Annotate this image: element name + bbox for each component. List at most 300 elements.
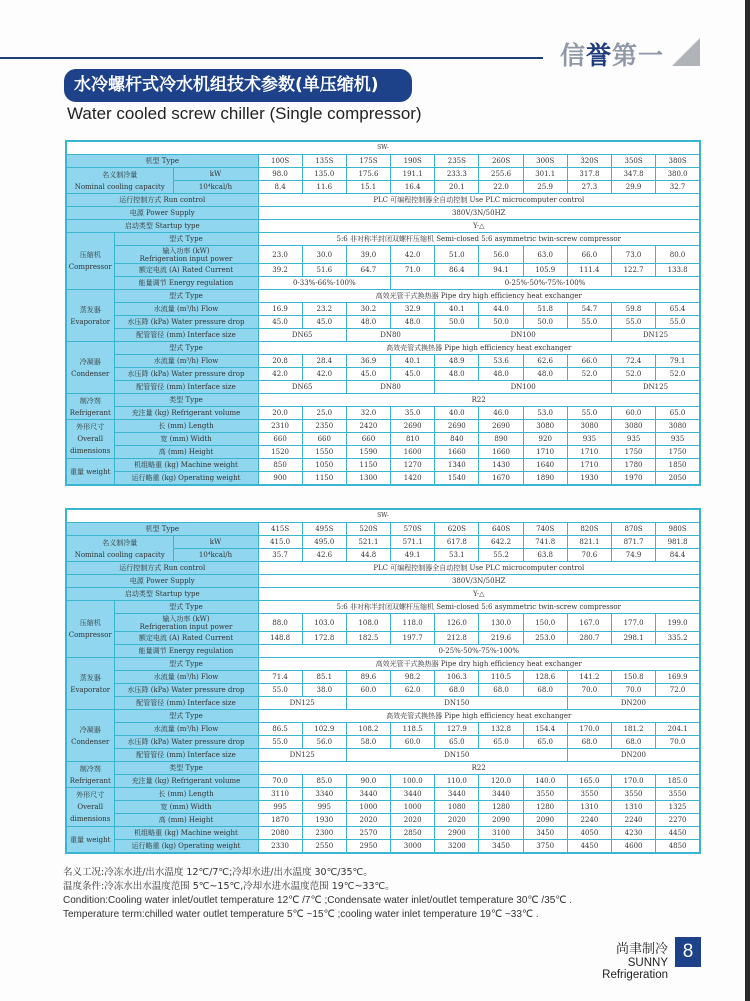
ref-type-value: R22 [258, 762, 700, 775]
evap-drop: 50.0 [523, 316, 567, 329]
length: 3080 [523, 420, 567, 433]
evap-interface: DN80 [346, 329, 434, 342]
cond-type-value: 高效壳管式换热器 Pipe high efficiency heat exchanger [258, 342, 700, 355]
operating-weight: 2330 [258, 840, 302, 854]
ref-volume: 100.0 [391, 775, 435, 788]
length: 3440 [435, 788, 479, 801]
capacity-label [66, 536, 173, 562]
label-line: Overall [77, 435, 104, 443]
height-label: 高 (mm) Height [114, 814, 258, 827]
label-line: Evaporator [70, 317, 111, 326]
width: 1280 [523, 801, 567, 814]
evap-flow: 59.8 [612, 303, 656, 316]
evap-drop: 50.0 [479, 316, 523, 329]
evap-flow: 32.9 [391, 303, 435, 316]
run-control-value: PLC 可编程控制器全自动控制 Use PLC microcomputer control [258, 562, 700, 575]
height: 2240 [567, 814, 611, 827]
table-row [66, 575, 700, 588]
width: 935 [567, 433, 611, 446]
capacity-kw: 317.8 [567, 168, 611, 181]
evap-drop: 60.0 [346, 684, 390, 697]
width: 920 [523, 433, 567, 446]
width: 660 [258, 433, 302, 446]
length-label: 长 (mm) Length [114, 420, 258, 433]
length-label: 长 (mm) Length [114, 788, 258, 801]
evap-drop: 68.0 [523, 684, 567, 697]
operating-weight: 4600 [612, 840, 656, 854]
evap-type-value: 高效光管干式换热器 Pipe dry high efficiency heat exchanger [258, 658, 700, 671]
evaporator-group [66, 658, 114, 710]
compressor-group [66, 233, 114, 290]
page-edge [745, 0, 750, 1001]
table-row [66, 723, 700, 736]
power-supply-value: 380V/3N/50HZ [258, 207, 700, 220]
evap-drop: 70.0 [567, 684, 611, 697]
length: 3440 [479, 788, 523, 801]
capacity-kcal: 16.4 [391, 181, 435, 194]
label-line: 蒸发器 [79, 305, 101, 314]
capacity-kcal: 63.8 [523, 549, 567, 562]
cond-drop: 65.0 [523, 736, 567, 749]
cond-flow: 170.0 [567, 723, 611, 736]
capacity-kw: 255.6 [479, 168, 523, 181]
slogan-text: 第一 [612, 41, 665, 70]
machine-weight: 1270 [391, 459, 435, 472]
machine-weight-label: 机组略重 (kg) Machine weight [114, 459, 258, 472]
evap-flow: 150.8 [612, 671, 656, 684]
evap-flow: 128.6 [523, 671, 567, 684]
input-power: 66.0 [567, 246, 611, 264]
model-name: 300S [523, 155, 567, 168]
table-row [66, 562, 700, 575]
operating-weight: 1540 [435, 472, 479, 486]
rated-current: 39.2 [258, 264, 302, 277]
label-line: 制冷剂 [79, 396, 101, 405]
capacity-kcal: 27.3 [567, 181, 611, 194]
table-row [66, 316, 700, 329]
operating-weight: 1970 [612, 472, 656, 486]
table-row [66, 220, 700, 233]
ref-volume: 70.0 [258, 775, 302, 788]
page-subtitle: Water cooled screw chiller (Single compressor) [67, 104, 422, 123]
machine-weight: 4450 [656, 827, 700, 840]
rated-current: 212.8 [435, 632, 479, 645]
label-line: 输入功率 (kW) [162, 246, 210, 255]
table-row [66, 736, 700, 749]
ref-volume: 85.0 [302, 775, 346, 788]
brand-en: SUNNY Refrigeration [602, 957, 668, 981]
energy-regulation-label: 能量调节 Energy regulation [114, 277, 258, 290]
refrigerant-group [66, 394, 114, 420]
capacity-kcal: 44.8 [346, 549, 390, 562]
capacity-kw: 871.7 [612, 536, 656, 549]
evap-drop: 68.0 [479, 684, 523, 697]
comp-type-label: 型式 Type [114, 601, 258, 614]
ref-volume: 170.0 [612, 775, 656, 788]
height: 1550 [302, 446, 346, 459]
page-title: 水冷螺杆式冷水机组技术参数(单压缩机) [64, 69, 412, 102]
capacity-kw: 571.1 [391, 536, 435, 549]
label-line: 冷凝器 [79, 357, 101, 366]
height: 2020 [391, 814, 435, 827]
rated-current: 172.8 [302, 632, 346, 645]
width: 1080 [435, 801, 479, 814]
capacity-kcal: 53.1 [435, 549, 479, 562]
capacity-kw: 135.0 [302, 168, 346, 181]
label-line: 名义制冷量 [102, 170, 138, 179]
capacity-kcal: 8.4 [258, 181, 302, 194]
cond-flow-label: 水流量 (m³/h) Flow [114, 723, 258, 736]
rated-current: 219.6 [479, 632, 523, 645]
operating-weight: 3750 [523, 840, 567, 854]
height: 1660 [479, 446, 523, 459]
comp-type-value: 5:6 非对称半封闭双螺杆压缩机 Semi-closed 5:6 asymmetric twin-screw compressor [258, 601, 700, 614]
evap-flow: 65.4 [656, 303, 700, 316]
width: 840 [435, 433, 479, 446]
label-line: Nominal cooling capacity [74, 550, 165, 559]
table-row [66, 658, 700, 671]
run-control-value: PLC 可编程控制器全自动控制 Use PLC microcomputer control [258, 194, 700, 207]
power-supply-label: 电源 Power Supply [66, 575, 258, 588]
label-line: Refrigeration input power [139, 622, 233, 631]
input-power-label [114, 246, 258, 264]
ref-type-value: R22 [258, 394, 700, 407]
capacity-kcal: 20.1 [435, 181, 479, 194]
capacity-kw: 741.8 [523, 536, 567, 549]
cond-flow: 132.8 [479, 723, 523, 736]
weight-group: 重量 weight [66, 827, 114, 854]
evap-flow: 169.9 [656, 671, 700, 684]
cond-flow: 28.4 [302, 355, 346, 368]
machine-weight: 1430 [479, 459, 523, 472]
width: 1000 [391, 801, 435, 814]
unit-kcal: 10⁴kcal/h [173, 181, 258, 194]
evap-drop: 38.0 [302, 684, 346, 697]
comp-type-label: 型式 Type [114, 233, 258, 246]
ref-volume: 32.0 [346, 407, 390, 420]
table-row [66, 671, 700, 684]
length: 2310 [258, 420, 302, 433]
label-line: 蒸发器 [79, 673, 101, 682]
evap-type-value: 高效光管干式换热器 Pipe dry high efficiency heat exchanger [258, 290, 700, 303]
capacity-kcal: 74.9 [612, 549, 656, 562]
cond-flow: 102.9 [302, 723, 346, 736]
rated-current: 94.1 [479, 264, 523, 277]
evap-drop: 50.0 [435, 316, 479, 329]
capacity-label [66, 168, 173, 194]
brand-cn: 尚聿制冷 [615, 942, 668, 957]
machine-weight: 1780 [612, 459, 656, 472]
cond-drop: 52.0 [612, 368, 656, 381]
width: 995 [302, 801, 346, 814]
table-row [66, 155, 700, 168]
table-row [66, 840, 700, 854]
table-row [66, 342, 700, 355]
table-row [66, 536, 700, 549]
rated-current: 122.7 [612, 264, 656, 277]
height: 1750 [656, 446, 700, 459]
capacity-kcal: 49.1 [391, 549, 435, 562]
table-row [66, 355, 700, 368]
width: 935 [656, 433, 700, 446]
operating-weight: 3200 [435, 840, 479, 854]
cond-drop: 60.0 [391, 736, 435, 749]
cond-flow: 36.9 [346, 355, 390, 368]
capacity-kcal: 22.0 [479, 181, 523, 194]
cond-flow: 40.1 [391, 355, 435, 368]
table-row [66, 394, 700, 407]
cond-drop: 48.0 [523, 368, 567, 381]
evap-flow: 51.8 [523, 303, 567, 316]
cond-drop: 52.0 [567, 368, 611, 381]
rated-current: 71.0 [391, 264, 435, 277]
cond-flow: 79.1 [656, 355, 700, 368]
input-power: 199.0 [656, 614, 700, 632]
height: 1750 [612, 446, 656, 459]
capacity-kw: 415.0 [258, 536, 302, 549]
capacity-kcal: 35.7 [258, 549, 302, 562]
capacity-kcal: 70.6 [567, 549, 611, 562]
ref-volume: 90.0 [346, 775, 390, 788]
startup-type-label: 启动类型 Startup type [66, 220, 258, 233]
model-name: 520S [346, 523, 390, 536]
label-line: Compressor [68, 263, 112, 271]
cond-flow: 86.5 [258, 723, 302, 736]
ref-volume: 53.0 [523, 407, 567, 420]
unit-kw: kW [173, 536, 258, 549]
length: 3080 [567, 420, 611, 433]
ref-volume: 55.0 [567, 407, 611, 420]
evap-drop: 72.0 [656, 684, 700, 697]
operating-weight: 1670 [479, 472, 523, 486]
evap-drop-label: 水压降 (kPa) Water pressure drop [114, 316, 258, 329]
cond-drop: 48.0 [435, 368, 479, 381]
input-power: 51.0 [435, 246, 479, 264]
cond-flow: 181.2 [612, 723, 656, 736]
label-line: 名义制冷量 [102, 538, 138, 547]
spec-table-2 [65, 508, 701, 854]
slogan [560, 36, 664, 72]
cond-drop: 65.0 [479, 736, 523, 749]
evap-interface: DN125 [258, 697, 346, 710]
input-power-label [114, 614, 258, 632]
evap-drop: 68.0 [435, 684, 479, 697]
energy-regulation: 0-25%-50%-75%-100% [391, 277, 700, 290]
cond-drop: 52.0 [656, 368, 700, 381]
ref-volume: 65.0 [656, 407, 700, 420]
rated-current: 335.2 [656, 632, 700, 645]
model-name: 175S [346, 155, 390, 168]
table-row [66, 509, 700, 523]
table-row [66, 290, 700, 303]
condenser-group [66, 710, 114, 762]
ref-volume: 120.0 [479, 775, 523, 788]
evap-flow: 85.1 [302, 671, 346, 684]
operating-weight: 4850 [656, 840, 700, 854]
cond-drop: 42.0 [302, 368, 346, 381]
rated-current-label: 额定电流 (A) Rated Current [114, 632, 258, 645]
model-name: 740S [523, 523, 567, 536]
evap-flow: 40.1 [435, 303, 479, 316]
evap-type-label: 型式 Type [114, 290, 258, 303]
input-power: 23.0 [258, 246, 302, 264]
type-label: 机型 Type [66, 155, 258, 168]
width: 1310 [612, 801, 656, 814]
height: 2270 [656, 814, 700, 827]
width: 1325 [656, 801, 700, 814]
machine-weight: 1710 [567, 459, 611, 472]
machine-weight-label: 机组略重 (kg) Machine weight [114, 827, 258, 840]
rated-current: 64.7 [346, 264, 390, 277]
table-row [66, 827, 700, 840]
capacity-kw: 191.1 [391, 168, 435, 181]
cond-flow-label: 水流量 (m³/h) Flow [114, 355, 258, 368]
ref-volume: 140.0 [523, 775, 567, 788]
length: 3110 [258, 788, 302, 801]
cond-flow: 20.8 [258, 355, 302, 368]
table-row [66, 277, 700, 290]
operating-weight: 3000 [391, 840, 435, 854]
table-row [66, 459, 700, 472]
height: 1600 [391, 446, 435, 459]
evap-flow: 110.5 [479, 671, 523, 684]
cond-interface: DN65 [258, 381, 346, 394]
evap-drop: 45.0 [302, 316, 346, 329]
cond-drop-label: 水压降 (kPa) Water pressure drop [114, 368, 258, 381]
model-name: 640S [479, 523, 523, 536]
capacity-kcal: 84.4 [656, 549, 700, 562]
height-label: 高 (mm) Height [114, 446, 258, 459]
width: 935 [612, 433, 656, 446]
height: 2020 [435, 814, 479, 827]
label-line: 压缩机 [79, 619, 101, 627]
cond-flow: 108.2 [346, 723, 390, 736]
ref-volume: 185.0 [656, 775, 700, 788]
table-row [66, 420, 700, 433]
length: 3080 [656, 420, 700, 433]
capacity-kcal: 32.7 [656, 181, 700, 194]
cond-flow: 127.9 [435, 723, 479, 736]
label-line: 外形尺寸 [76, 423, 105, 431]
capacity-kcal: 55.2 [479, 549, 523, 562]
rated-current: 298.1 [612, 632, 656, 645]
comp-type-value: 5:6 非对称半封闭双螺杆压缩机 Semi-closed 5:6 asymmetric twin-screw compressor [258, 233, 700, 246]
ref-volume: 60.0 [612, 407, 656, 420]
rated-current: 111.4 [567, 264, 611, 277]
cond-interface: DN80 [346, 381, 434, 394]
cond-flow: 118.5 [391, 723, 435, 736]
operating-weight: 1890 [523, 472, 567, 486]
table-row [66, 472, 700, 486]
power-supply-label: 电源 Power Supply [66, 207, 258, 220]
evap-flow: 54.7 [567, 303, 611, 316]
evap-drop: 55.0 [258, 684, 302, 697]
label-line: Condenser [71, 737, 110, 746]
operating-weight: 1420 [391, 472, 435, 486]
height: 1870 [258, 814, 302, 827]
spec-table-1 [65, 140, 701, 486]
capacity-kcal: 25.9 [523, 181, 567, 194]
height: 2240 [612, 814, 656, 827]
width-label: 宽 (mm) Width [114, 801, 258, 814]
capacity-kw: 301.1 [523, 168, 567, 181]
operating-weight: 1300 [346, 472, 390, 486]
evap-flow: 141.2 [567, 671, 611, 684]
evap-flow: 98.2 [391, 671, 435, 684]
table-row [66, 814, 700, 827]
evap-drop: 55.0 [656, 316, 700, 329]
length: 2690 [479, 420, 523, 433]
table-row [66, 588, 700, 601]
machine-weight: 2300 [302, 827, 346, 840]
input-power: 130.0 [479, 614, 523, 632]
evap-interface: DN200 [567, 697, 700, 710]
label-line: Compressor [68, 631, 112, 639]
width: 1280 [479, 801, 523, 814]
power-supply-value: 380V/3N/50HZ [258, 575, 700, 588]
evap-drop-label: 水压降 (kPa) Water pressure drop [114, 684, 258, 697]
capacity-kw: 233.3 [435, 168, 479, 181]
length: 3550 [612, 788, 656, 801]
length: 3340 [302, 788, 346, 801]
evap-type-label: 型式 Type [114, 658, 258, 671]
height: 1710 [567, 446, 611, 459]
operating-weight: 1930 [567, 472, 611, 486]
note-temperature-cn: 温度条件:冷冻水出水温度范围 5℃~15℃,冷却水进水温度范围 19℃~33℃。 [63, 881, 395, 892]
table-row [66, 433, 700, 446]
capacity-kw: 642.2 [479, 536, 523, 549]
cond-drop: 42.0 [258, 368, 302, 381]
table-row [66, 801, 700, 814]
dimensions-group [66, 788, 114, 827]
rated-current: 182.5 [346, 632, 390, 645]
cond-drop: 55.0 [258, 736, 302, 749]
compressor-group [66, 601, 114, 658]
note-condition-en: Condition:Cooling water inlet/outlet temperature 12℃ /7℃ ;Condensate water inlet/outlet temperature 30℃ /35℃ . [63, 895, 573, 906]
cond-flow: 53.6 [479, 355, 523, 368]
rated-current: 280.7 [567, 632, 611, 645]
evap-flow: 44.0 [479, 303, 523, 316]
model-name: 235S [435, 155, 479, 168]
ref-volume-label: 充注量 (kg) Refrigerant volume [114, 775, 258, 788]
length: 3550 [656, 788, 700, 801]
evap-flow-label: 水流量 (m³/h) Flow [114, 671, 258, 684]
label-line: Evaporator [70, 685, 111, 694]
length: 3550 [567, 788, 611, 801]
table-row [66, 684, 700, 697]
width: 1000 [346, 801, 390, 814]
ref-volume: 46.0 [479, 407, 523, 420]
run-control-label: 运行控制方式 Run control [66, 194, 258, 207]
height: 1590 [346, 446, 390, 459]
table-row [66, 645, 700, 658]
machine-weight: 1150 [346, 459, 390, 472]
model-name: 620S [435, 523, 479, 536]
capacity-kw: 98.0 [258, 168, 302, 181]
rated-current: 105.9 [523, 264, 567, 277]
rated-current: 197.7 [391, 632, 435, 645]
height: 2090 [523, 814, 567, 827]
run-control-label: 运行控制方式 Run control [66, 562, 258, 575]
ref-volume: 25.0 [302, 407, 346, 420]
machine-weight: 2900 [435, 827, 479, 840]
machine-weight: 3100 [479, 827, 523, 840]
table-row [66, 788, 700, 801]
label-line: dimensions [70, 815, 111, 823]
input-power: 177.0 [612, 614, 656, 632]
model-name: 100S [258, 155, 302, 168]
table-row [66, 775, 700, 788]
